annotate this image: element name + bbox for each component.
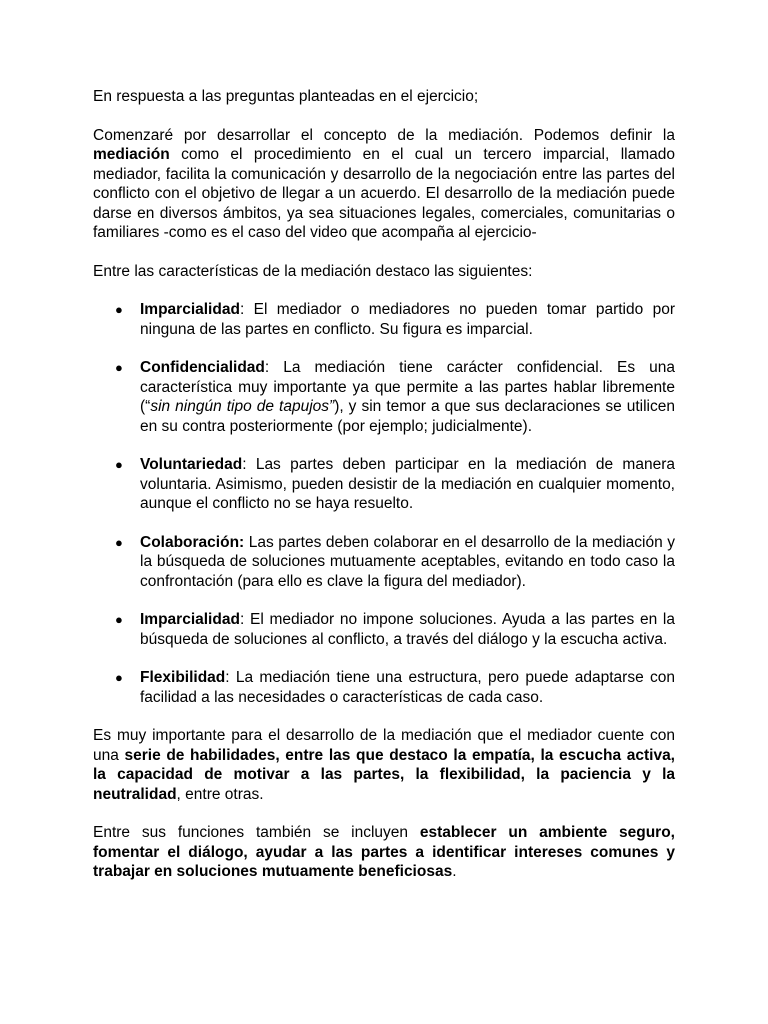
bullet-icon: ● (115, 302, 123, 317)
functions-highlight: establecer un ambiente seguro, fomentar el diálogo, ayudar a las partes a identificar intereses comunes y trabajar en soluciones mutuamente beneficiosas (93, 824, 675, 880)
functions-paragraph (93, 823, 675, 882)
feature-title: Flexibilidad (140, 669, 226, 686)
list-item (93, 610, 675, 649)
feature-title: Imparcialidad (140, 611, 240, 628)
functions-text-start: Entre sus funciones también se incluyen (93, 824, 420, 841)
list-item (93, 533, 675, 592)
feature-text-end: ), y sin temor a que sus declaraciones se utilicen en su contra posteriormente (por ejemplo; judicialmente). (140, 398, 675, 435)
features-intro-paragraph: Entre las características de la mediación destaco las siguientes: (93, 262, 533, 280)
features-list (93, 300, 675, 707)
definition-paragraph (93, 126, 675, 243)
definition-term: mediación (93, 146, 170, 163)
feature-text: : La mediación tiene una estructura, pero puede adaptarse con facilidad a las necesidades o características de cada caso. (140, 669, 675, 706)
bullet-icon: ● (115, 670, 123, 685)
list-item (93, 668, 675, 707)
feature-title: Confidencialidad (140, 359, 265, 376)
feature-title: Imparcialidad (140, 301, 240, 318)
bullet-icon: ● (115, 612, 123, 627)
bullet-icon: ● (115, 457, 123, 472)
skills-text-start: Es muy importante para el desarrollo de la mediación que el mediador cuente con una (93, 727, 675, 764)
definition-text-start: Comenzaré por desarrollar el concepto de la mediación. Podemos definir la (93, 126, 675, 144)
list-item (93, 358, 675, 436)
list-item (93, 300, 675, 339)
feature-title: Colaboración: (140, 533, 245, 551)
list-item (93, 455, 675, 514)
bullet-icon: ● (115, 360, 123, 375)
functions-text-end: . (452, 863, 457, 880)
feature-quote: sin ningún tipo de tapujos” (150, 398, 335, 415)
document-body (93, 87, 675, 901)
bullet-icon: ● (115, 534, 123, 550)
intro-paragraph: En respuesta a las preguntas planteadas en el ejercicio; (93, 88, 479, 105)
feature-text: Las partes deben colaborar en el desarrollo de la mediación y la búsqueda de soluciones mutuamente aceptables, evitando en todo caso la confrontación (para ello es clave la figura del mediador). (140, 533, 675, 590)
definition-text-end: como el procedimiento en el cual un tercero imparcial, llamado mediador, facilita la comunicación y desarrollo de la negociación entre las partes del conflicto con el objetivo de llegar a un acuerdo. El desarrollo de la mediación puede darse en diversos ámbitos, ya sea situaciones legales, comerciales, comunitarias o familiares -como es el caso del video que acompaña al ejercicio- (93, 146, 675, 241)
skills-text-end: , entre otras. (176, 785, 264, 803)
feature-text: : La mediación tiene carácter confidencial. Es una característica muy importante ya que permite a las partes hablar libremente (“ (140, 359, 675, 415)
feature-text: : El mediador o mediadores no pueden tomar partido por ninguna de las partes en conflicto. Su figura es imparcial. (140, 301, 675, 338)
skills-highlight: serie de habilidades, entre las que destaco la empatía, la escucha activa, la capacidad de motivar a las partes, la flexibilidad, la paciencia y la neutralidad (93, 746, 675, 803)
feature-title: Voluntariedad (140, 456, 243, 473)
skills-paragraph (93, 726, 675, 804)
feature-text: : Las partes deben participar en la mediación de manera voluntaria. Asimismo, pueden desistir de la mediación en cualquier momento, aunque el conflicto no se haya resuelto. (140, 456, 675, 512)
feature-text: : El mediador no impone soluciones. Ayuda a las partes en la búsqueda de soluciones al conflicto, a través del diálogo y la escucha activa. (140, 611, 675, 648)
